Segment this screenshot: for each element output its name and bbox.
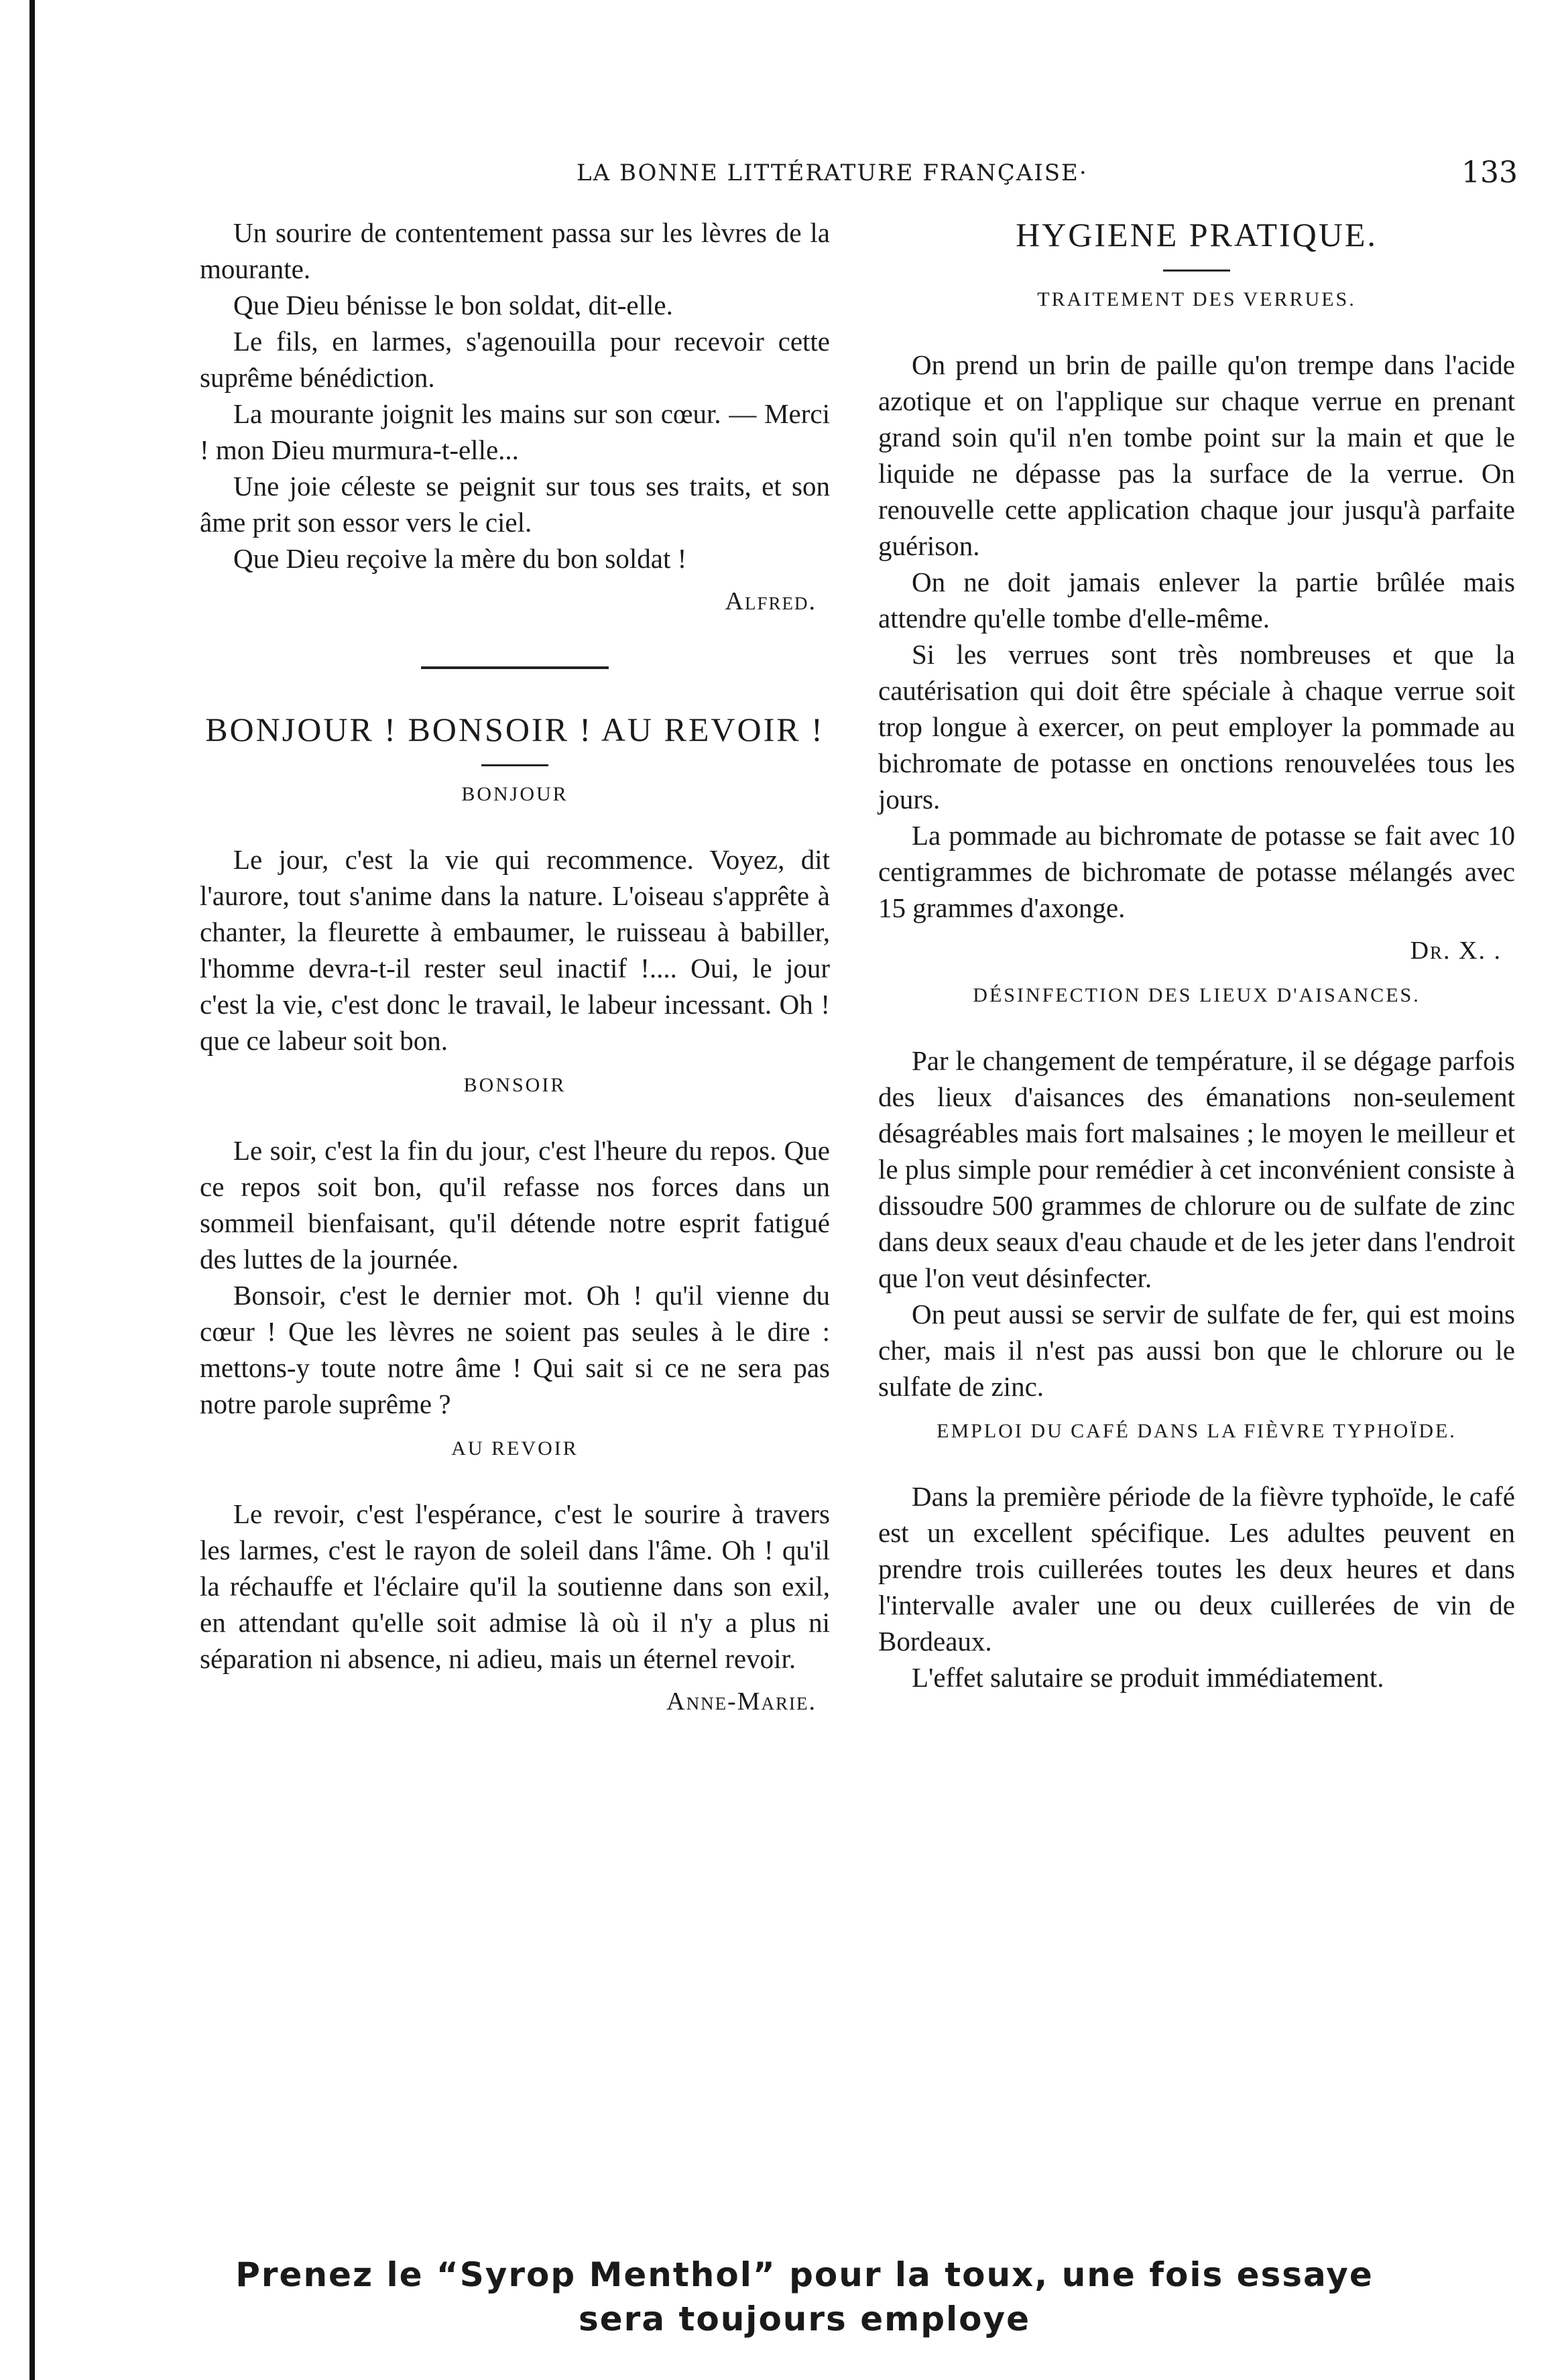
bonsoir-paragraph: Bonsoir, c'est le dernier mot. Oh ! qu'il vienne du cœur ! Que les lèvres ne soient pas seules à le dire : mettons-y toute notre âme ! Qui sait si ce ne sera pas notre parole suprême ?: [200, 1280, 830, 1419]
verrues-paragraph: On prend un brin de paille qu'on trempe dans l'acide azotique et on l'applique sur chaque verrue en prenant grand soin qu'il n'en tombe point sur la main et que le liquide ne dépasse pas la surface de la verrue. On renouvelle cette application chaque jour jusqu'à parfaite guérison.: [878, 349, 1515, 561]
aurevoir-heading: AU REVOIR: [451, 1437, 579, 1460]
story-paragraph: Un sourire de contentement passa sur les lèvres de la mourante.: [200, 217, 830, 284]
footer-ad-line-2: sera toujours employe: [578, 2300, 1031, 2338]
verrues-signature: Dr. X. .: [1410, 937, 1502, 965]
aurevoir-signature: Anne-Marie.: [666, 1687, 817, 1716]
cafe-paragraph: Dans la première période de la fièvre typhoïde, le café est un excellent spécifique. Les adultes peuvent en prendre trois cuillerées toutes les deux heures et dans l'intervalle avaler une ou deux cuillerées de vin de Bordeaux.: [878, 1481, 1515, 1657]
left-column: [200, 215, 830, 1720]
story-paragraph: Le fils, en larmes, s'agenouilla pour recevoir cette suprême bénédiction.: [200, 326, 830, 393]
aisances-paragraph: Par le changement de température, il se dégage parfois des lieux d'aisances des émanations non-seulement désagréables mais fort malsaines ; le moyen le meilleur et le plus simple pour remédier à cet inconvénient consiste à dissoudre 500 grammes de chlorure ou de sulfate de zinc dans deux seaux d'eau chaude et de les jeter dans l'endroit que l'on veut désinfecter.: [878, 1045, 1515, 1293]
verrues-heading: TRAITEMENT DES VERRUES.: [1037, 288, 1356, 310]
aisances-heading: DÉSINFECTION DES LIEUX D'AISANCES.: [973, 984, 1421, 1006]
aurevoir-paragraph: Le revoir, c'est l'espérance, c'est le sourire à travers les larmes, c'est le rayon de soleil dans l'âme. Oh ! qu'il la réchauffe et l'éclaire qu'il la soutienne dans son exil, en attendant qu'elle soit admise là où il n'y a plus ni séparation ni absence, ni adieu, mais un éternel revoir.: [200, 1498, 830, 1674]
article-title: BONJOUR ! BONSOIR ! AU REVOIR !: [205, 711, 825, 748]
story-paragraph: Que Dieu bénisse le bon soldat, dit-elle.: [233, 290, 673, 320]
story-paragraph: Que Dieu reçoive la mère du bon soldat !: [233, 543, 687, 574]
cafe-paragraph: L'effet salutaire se produit immédiatement.: [912, 1662, 1384, 1693]
bonsoir-heading: BONSOIR: [463, 1074, 566, 1096]
binding-margin-rule: [29, 0, 35, 2380]
section-divider: [421, 666, 609, 669]
aisances-paragraph: On peut aussi se servir de sulfate de fer, qui est moins cher, mais il n'est pas aussi bon que le chlorure ou le sulfate de zinc.: [878, 1299, 1515, 1402]
bonjour-paragraph: Le jour, c'est la vie qui recommence. Voyez, dit l'aurore, tout s'anime dans la nature. L'oiseau s'apprête à chanter, la fleurette à embaumer, le ruisseau à babiller, l'homme devra-t-il rester seul inactif !.... Oui, le jour c'est la vie, c'est donc le travail, le labeur incessant. Oh ! que ce labeur soit bon.: [200, 844, 830, 1056]
cafe-heading: EMPLOI DU CAFÉ DANS LA FIÈVRE TYPHOÏDE.: [937, 1420, 1457, 1442]
story-signature: Alfred.: [725, 587, 817, 615]
right-column: [878, 215, 1515, 1695]
verrues-paragraph: La pommade au bichromate de potasse se fait avec 10 centigrammes de bichromate de potasse mélangés avec 15 grammes d'axonge.: [878, 820, 1515, 923]
hygiene-title-rule: [1163, 270, 1230, 272]
story-paragraph: Une joie céleste se peignit sur tous ses traits, et son âme prit son essor vers le ciel.: [200, 471, 830, 538]
verrues-paragraph: Si les verrues sont très nombreuses et que la cautérisation qui doit être spéciale à chaque verrue soit trop longue à exercer, on peut employer la pommade au bichromate de potasse en onctions renouvelées tous les jours.: [878, 639, 1515, 815]
hygiene-section-title: HYGIENE PRATIQUE.: [1016, 216, 1378, 253]
footer-ad-line-1: Prenez le “Syrop Menthol” pour la toux, une fois essaye: [235, 2255, 1374, 2294]
footer-advertisement: [101, 2253, 1508, 2341]
story-paragraph: La mourante joignit les mains sur son cœur. — Merci ! mon Dieu murmura-t-elle...: [200, 398, 830, 465]
bonjour-heading: BONJOUR: [461, 783, 568, 805]
running-head: LA BONNE LITTÉRATURE FRANÇAISE·: [577, 160, 1088, 186]
page-number: 133: [1461, 156, 1518, 190]
bonsoir-paragraph: Le soir, c'est la fin du jour, c'est l'heure du repos. Que ce repos soit bon, qu'il refasse nos forces dans un sommeil bienfaisant, qu'il détende notre esprit fatigué des luttes de la journée.: [200, 1135, 830, 1274]
verrues-paragraph: On ne doit jamais enlever la partie brûlée mais attendre qu'elle tombe d'elle-même.: [878, 567, 1515, 634]
title-rule: [481, 764, 548, 766]
